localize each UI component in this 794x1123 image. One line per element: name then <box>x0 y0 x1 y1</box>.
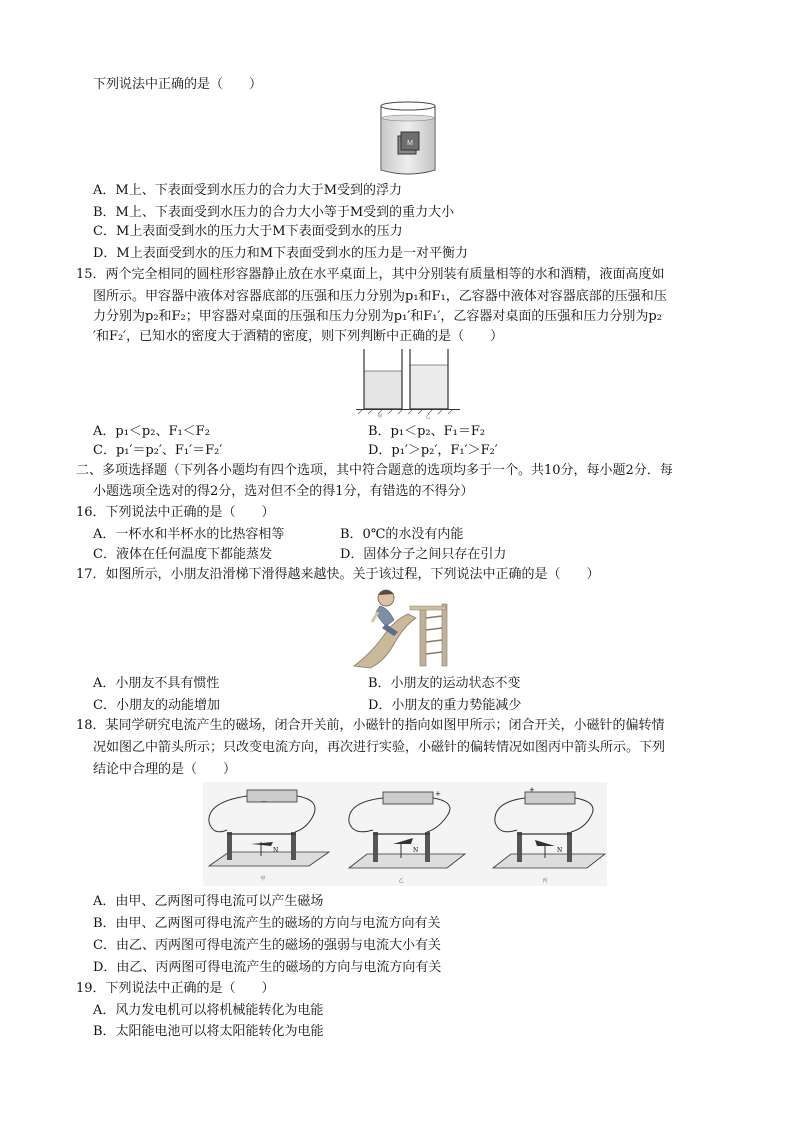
q16-stem: 16．下列说法中正确的是（ ） <box>76 505 275 520</box>
q15-line-2: 图所示。甲容器中液体对容器底部的压强和压力分别为p₁和F₁，乙容器中液体对容器底部的压强和压 <box>93 289 667 304</box>
q18-label-yi: 乙 <box>398 878 404 884</box>
q17-option-c: C．小朋友的动能增加 <box>93 698 220 713</box>
q16-option-b: B．0℃的水没有内能 <box>340 527 464 542</box>
q18-line-1: 18．某同学研究电流产生的磁场，闭合开关前，小磁针的指向如图甲所示；闭合开关，小磁针的偏转情 <box>76 718 665 733</box>
q14-option-c: C．M上表面受到水的压力大于M下表面受到水的压力 <box>93 224 403 239</box>
section2-heading-line-2: 小题选项全选对的得2分，选对但不全的得1分，有错选的不得分） <box>93 484 474 499</box>
q14-stem: 下列说法中正确的是（ ） <box>93 77 263 92</box>
q15-option-c: C．p₁′＝p₂′、F₁′＝F₂′ <box>93 443 223 458</box>
q18-circuit-figures <box>203 782 607 886</box>
q17-option-a: A．小朋友不具有惯性 <box>93 676 220 691</box>
q14-option-a: A．M上、下表面受到水压力的合力大于M受到的浮力 <box>93 183 403 198</box>
q17-option-d: D．小朋友的重力势能减少 <box>368 698 522 713</box>
svg-text:−: − <box>261 798 267 806</box>
q14-option-d: D．M上表面受到水的压力和M下表面受到水的压力是一对平衡力 <box>93 246 469 261</box>
q15-label-jia: 甲 <box>377 414 383 419</box>
q15-line-4: ′和F₂′，已知水的密度大于酒精的密度，则下列判断中正确的是（ ） <box>93 329 504 344</box>
q15-option-b: B．p₁＜p₂、F₁＝F₂ <box>368 424 486 439</box>
q18-option-c: C．由乙、丙两图可得电流产生的磁场的强弱与电流大小有关 <box>93 938 441 953</box>
svg-text:N: N <box>273 847 279 854</box>
svg-text:+: + <box>435 790 441 798</box>
q15-line-3: 力分别为p₂和F₂；甲容器对桌面的压强和压力分别为p₁′和F₁′，乙容器对桌面的压强和压力分别为p₂ <box>93 309 662 324</box>
q18-label-jia: 甲 <box>260 876 266 882</box>
q16-option-c: C．液体在任何温度下都能蒸发 <box>93 547 272 562</box>
q17-slide-figure <box>350 584 460 670</box>
svg-text:N: N <box>413 847 419 854</box>
section2-heading-line-1: 二、多项选择题（下列各小题均有四个选项，其中符合题意的选项均多于一个。共10分，每小题2分．每 <box>76 463 673 478</box>
q18-line-3: 结论中合理的是（ ） <box>93 762 237 777</box>
q18-option-d: D．由乙、丙两图可得电流产生的磁场的方向与电流方向有关 <box>93 960 442 975</box>
q19-option-b: B．太阳能电池可以将太阳能转化为电能 <box>93 1024 324 1039</box>
q14-figure-label: M <box>407 140 413 147</box>
q18-option-a: A．由甲、乙两图可得电流可以产生磁场 <box>93 894 324 909</box>
q15-option-d: D．p₁′＞p₂′，F₁′＞F₂′ <box>368 443 498 458</box>
svg-text:N: N <box>557 847 563 854</box>
q16-option-a: A．一杯水和半杯水的比热容相等 <box>93 527 285 542</box>
q19-stem: 19．下列说法中正确的是（ ） <box>76 981 275 996</box>
q17-stem: 17．如图所示，小朋友沿滑梯下滑得越来越快。关于该过程，下列说法中正确的是（ ） <box>76 567 600 582</box>
q14-beaker-figure <box>378 100 438 178</box>
q17-option-b: B．小朋友的运动状态不变 <box>368 676 521 691</box>
svg-text:+: + <box>529 786 535 794</box>
q16-option-d: D．固体分子之间只存在引力 <box>340 547 507 562</box>
q15-label-yi: 乙 <box>425 414 431 419</box>
q19-option-a: A．风力发电机可以将机械能转化为电能 <box>93 1003 324 1018</box>
q14-option-b: B．M上、下表面受到水压力的合力大小等于M受到的重力大小 <box>93 205 455 220</box>
q15-option-a: A．p₁＜p₂、F₁＜F₂ <box>93 424 210 439</box>
q15-containers-figure <box>356 347 460 419</box>
q18-option-b: B．由甲、乙两图可得电流产生的磁场的方向与电流方向有关 <box>93 916 441 931</box>
q18-label-bing: 丙 <box>542 878 548 884</box>
q15-line-1: 15．两个完全相同的圆柱形容器静止放在水平桌面上，其中分别装有质量相等的水和酒精，液面高度如 <box>76 267 665 282</box>
q18-line-2: 况如图乙中箭头所示；只改变电流方向，再次进行实验，小磁针的偏转情况如图丙中箭头所示。下列 <box>93 740 666 755</box>
